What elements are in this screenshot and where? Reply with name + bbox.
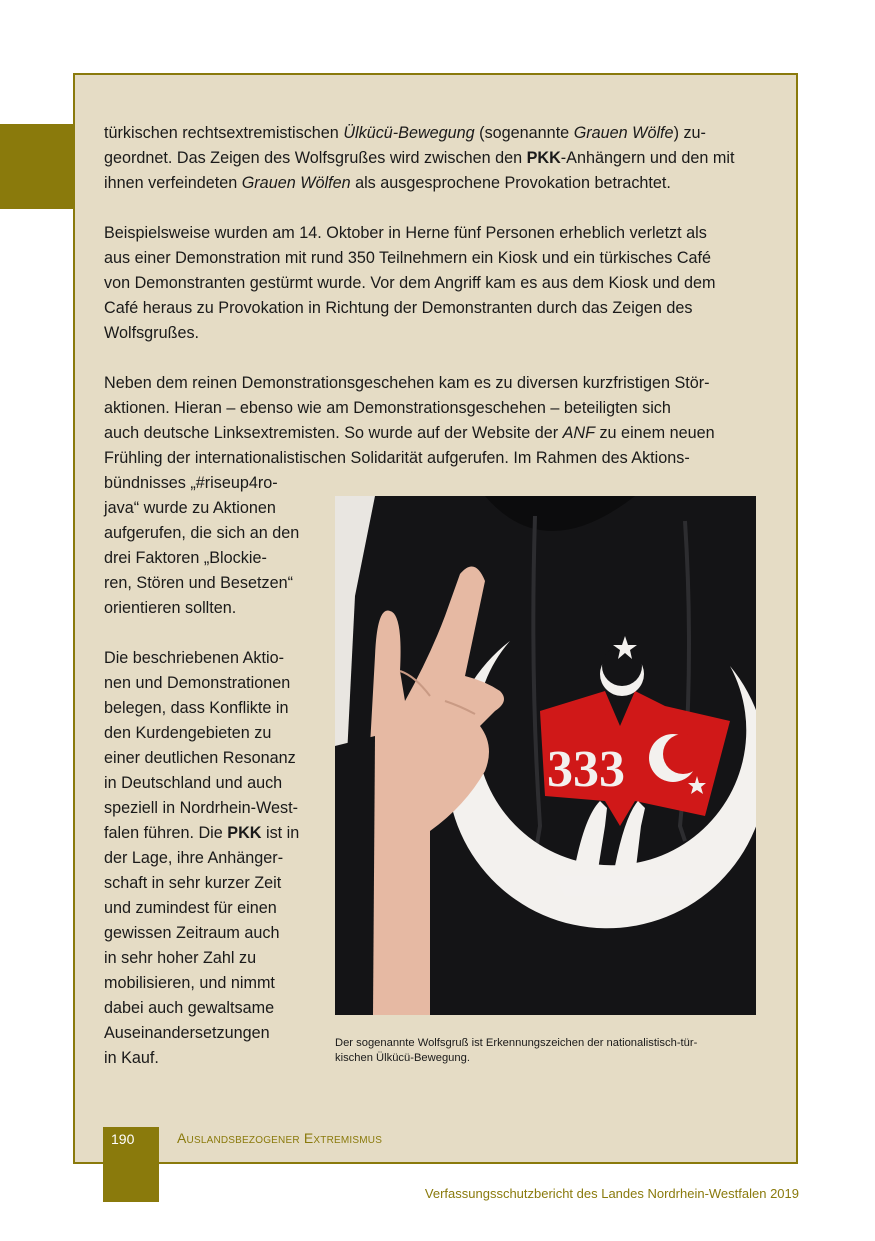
text-line: einer deutlichen Resonanz bbox=[104, 749, 296, 767]
text-line: bündnisses „#riseup4ro- bbox=[104, 474, 278, 492]
text-line: Beispielsweise wurden am 14. Oktober in Herne fünf Personen erheblich verletzt als bbox=[104, 224, 707, 242]
photo-caption bbox=[335, 1036, 765, 1066]
text-line: belegen, dass Konflikte in bbox=[104, 699, 289, 717]
text-line: Neben dem reinen Demonstrationsgeschehen kam es zu diversen kurzfristigen Stör- bbox=[104, 374, 710, 392]
text-line: der Lage, ihre Anhänger- bbox=[104, 849, 284, 867]
text-line: gewissen Zeitraum auch bbox=[104, 924, 280, 942]
text-line: mobilisieren, und nimmt bbox=[104, 974, 275, 992]
text-line: Auseinandersetzungen bbox=[104, 1024, 270, 1042]
section-title: Auslandsbezogener Extremismus bbox=[177, 1130, 383, 1146]
text-line: geordnet. Das Zeigen des Wolfsgrußes wird zwischen den PKK-Anhängern und den mit bbox=[104, 149, 735, 167]
text-line: aufgerufen, die sich an den bbox=[104, 524, 300, 542]
text-line: aus einer Demonstration mit rund 350 Teilnehmern ein Kiosk und ein türkisches Café bbox=[104, 249, 712, 267]
photo-illustration bbox=[335, 496, 756, 1015]
text-line: speziell in Nordrhein-West- bbox=[104, 799, 299, 817]
paragraph-3 bbox=[104, 371, 774, 471]
flag-print-text: 333 bbox=[547, 741, 625, 798]
caption-line: Der sogenannte Wolfsgruß ist Erkennungszeichen der nationalistisch-tür- bbox=[335, 1037, 698, 1049]
text-line: und zumindest für einen bbox=[104, 899, 277, 917]
text-line: in Kauf. bbox=[104, 1049, 159, 1067]
text-line: nen und Demonstrationen bbox=[104, 674, 291, 692]
text-line: falen führen. Die PKK ist in bbox=[104, 824, 300, 842]
text-line: türkischen rechtsextremistischen Ülkücü-Bewegung (sogenannte Grauen Wölfe) zu- bbox=[104, 124, 706, 142]
caption-line: kischen Ülkücü-Bewegung. bbox=[335, 1052, 470, 1064]
text-line: dabei auch gewaltsame bbox=[104, 999, 275, 1017]
paragraph-4 bbox=[104, 646, 319, 1071]
text-line: aktionen. Hieran – ebenso wie am Demonstrationsgeschehen – beteiligten sich bbox=[104, 399, 671, 417]
text-line: Frühling der internationalistischen Solidarität aufgerufen. Im Rahmen des Aktions- bbox=[104, 449, 690, 467]
text-line: Die beschriebenen Aktio- bbox=[104, 649, 284, 667]
text-line: auch deutsche Linksextremisten. So wurde auf der Website der ANF zu einem neuen bbox=[104, 424, 715, 442]
text-line: schaft in sehr kurzer Zeit bbox=[104, 874, 282, 892]
text-line: von Demonstranten gestürmt wurde. Vor dem Angriff kam es aus dem Kiosk und dem bbox=[104, 274, 716, 292]
wolf-salute-photo bbox=[335, 496, 756, 1015]
paragraph-2 bbox=[104, 221, 774, 346]
text-line: in Deutschland und auch bbox=[104, 774, 283, 792]
page-number: 190 bbox=[111, 1131, 135, 1147]
paragraph-3-continued bbox=[104, 471, 319, 621]
text-line: Café heraus zu Provokation in Richtung der Demonstranten durch das Zeigen des bbox=[104, 299, 693, 317]
text-line: den Kurdengebieten zu bbox=[104, 724, 272, 742]
footer-text: Verfassungsschutzbericht des Landes Nordrhein-Westfalen 2019 bbox=[424, 1186, 799, 1201]
text-line: java“ wurde zu Aktionen bbox=[104, 499, 276, 517]
text-line: in sehr hoher Zahl zu bbox=[104, 949, 257, 967]
text-line: Wolfsgrußes. bbox=[104, 324, 200, 342]
text-line: drei Faktoren „Blockie- bbox=[104, 549, 267, 567]
paragraph-1 bbox=[104, 121, 774, 196]
side-accent-tab bbox=[0, 124, 74, 209]
text-line: orientieren sollten. bbox=[104, 599, 237, 617]
text-line: ren, Stören und Besetzen“ bbox=[104, 574, 293, 592]
text-line: ihnen verfeindeten Grauen Wölfen als ausgesprochene Provokation betrachtet. bbox=[104, 174, 671, 192]
